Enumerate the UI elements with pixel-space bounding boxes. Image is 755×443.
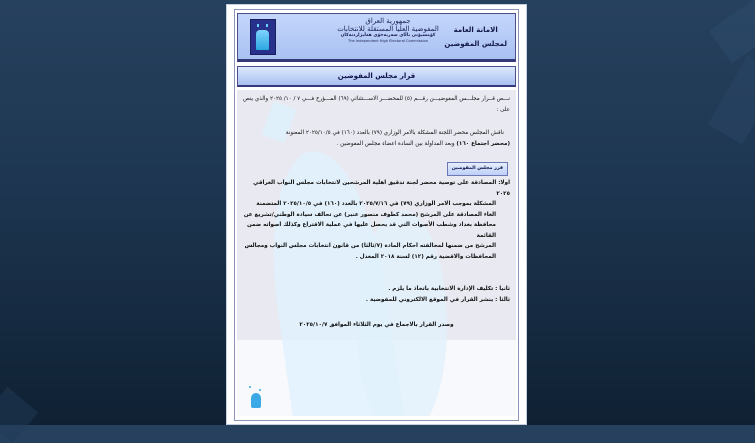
letterhead	[237, 13, 516, 62]
meeting-minutes-ref: (محضر اجتماع ١٦٠)	[456, 141, 510, 147]
decision-first-line: المرشح من ضمنها لمخالفته احكام المادة (٧/ثالثا) من قانون انتخابات مجلس النواب ومجالس	[244, 243, 496, 249]
decision-third: ثالثا : ينشر القرار في الموقع الالكتروني للمفوضية .	[365, 297, 510, 303]
decision-first-heading: اولا: المصادقة على توصية محضر لجنة تدقيق اهلية المرشحين لانتخابات مجلس النواب العراقي ٢٠٢٥	[253, 180, 510, 197]
voter-figure-icon	[256, 30, 269, 50]
voter-figure-icon	[251, 393, 261, 408]
issuance-statement: وصدر القرار بالاجماع في يوم الثلاثاء الموافق ٢٠٢٥/١٠/٧	[299, 322, 454, 328]
document-body	[237, 90, 516, 416]
intro-paragraph: نـــص قــرار مجلـــس المفوضيـــن رقـــم (٥) للمحضـــر الاســـتثنائي (٦٩) المـــؤرخ فـــي ٧ / ١٠/ ٢٠٢٥ والذي ينص على :	[243, 96, 510, 113]
decision-first-line: المحافظات والاقضية رقم (١٢) لسنة ٢٠١٨ المعدل .	[355, 253, 496, 260]
background-decoration	[709, 0, 755, 64]
logo-dot-icon	[249, 386, 251, 388]
commission-name-block	[333, 17, 443, 44]
discussion-line1: ناقش المجلس محضر اللجنة المشكلة بالامر الوزاري (٧٩) بالعدد (١٦٠) في ٢٠٢٥/١٠/٥ المعنونة	[285, 130, 504, 136]
logo-dot-icon	[257, 24, 259, 27]
commission-logo-icon	[250, 19, 276, 55]
commission-name-arabic: المفوضية العليا المستقلة للانتخابات	[337, 25, 439, 33]
decision-other	[243, 284, 510, 306]
decision-first-line: محافظة بغداد وشطب الأصوات التي قد يحصل عليها في عملية الاقتراع وكذلك اصواته ضمن القائمة	[246, 222, 496, 239]
decision-label: قرر مجلس المفوضين	[447, 162, 508, 176]
logo-dot-icon	[266, 24, 268, 27]
decision-first	[243, 178, 510, 262]
secretariat-line2: لمجلس المفوضين	[444, 40, 507, 48]
discussion-rest: وبعد المداولة بين السادة اعضاء مجلس المفوضين .	[336, 141, 457, 147]
background-decoration	[0, 387, 38, 443]
footer-logo-icon	[249, 386, 263, 408]
decision-first-line: الغاء المصادقة على المرشح (محمد كطوف منصور عنبر) عن تحالف سيادة الوطني/تشريع عن	[243, 211, 496, 218]
commission-name-english: The Independent High Electoral Commission	[348, 39, 428, 43]
commission-name-kurdish: كۆمسیۆنی باڵای سەربەخۆی هەڵبژاردنەکان	[340, 33, 436, 38]
document-title: قرار مجلس المفوضين	[237, 66, 516, 87]
discussion-line2	[243, 139, 510, 150]
decision-first-line: المشكلة بموجب الامر الوزاري (٧٩) في ٢٠٢٥/٧/١٦ بالعدد (١٦٠) في ٢٠٢٥/١٠/٥ المتضمنة	[256, 201, 496, 207]
logo-dot-icon	[259, 389, 261, 391]
background-decoration	[708, 55, 755, 144]
document-frame	[234, 9, 519, 421]
secretariat-line1: الامانة العامة	[453, 26, 498, 34]
document-page	[226, 4, 527, 425]
country-name: جمهورية العراق	[365, 17, 411, 25]
secretariat-label	[444, 23, 507, 51]
decision-second: ثانيا : تكليف الإدارة الانتخابية باتخاذ ما يلزم .	[388, 286, 510, 292]
discussion-paragraph	[243, 128, 510, 150]
